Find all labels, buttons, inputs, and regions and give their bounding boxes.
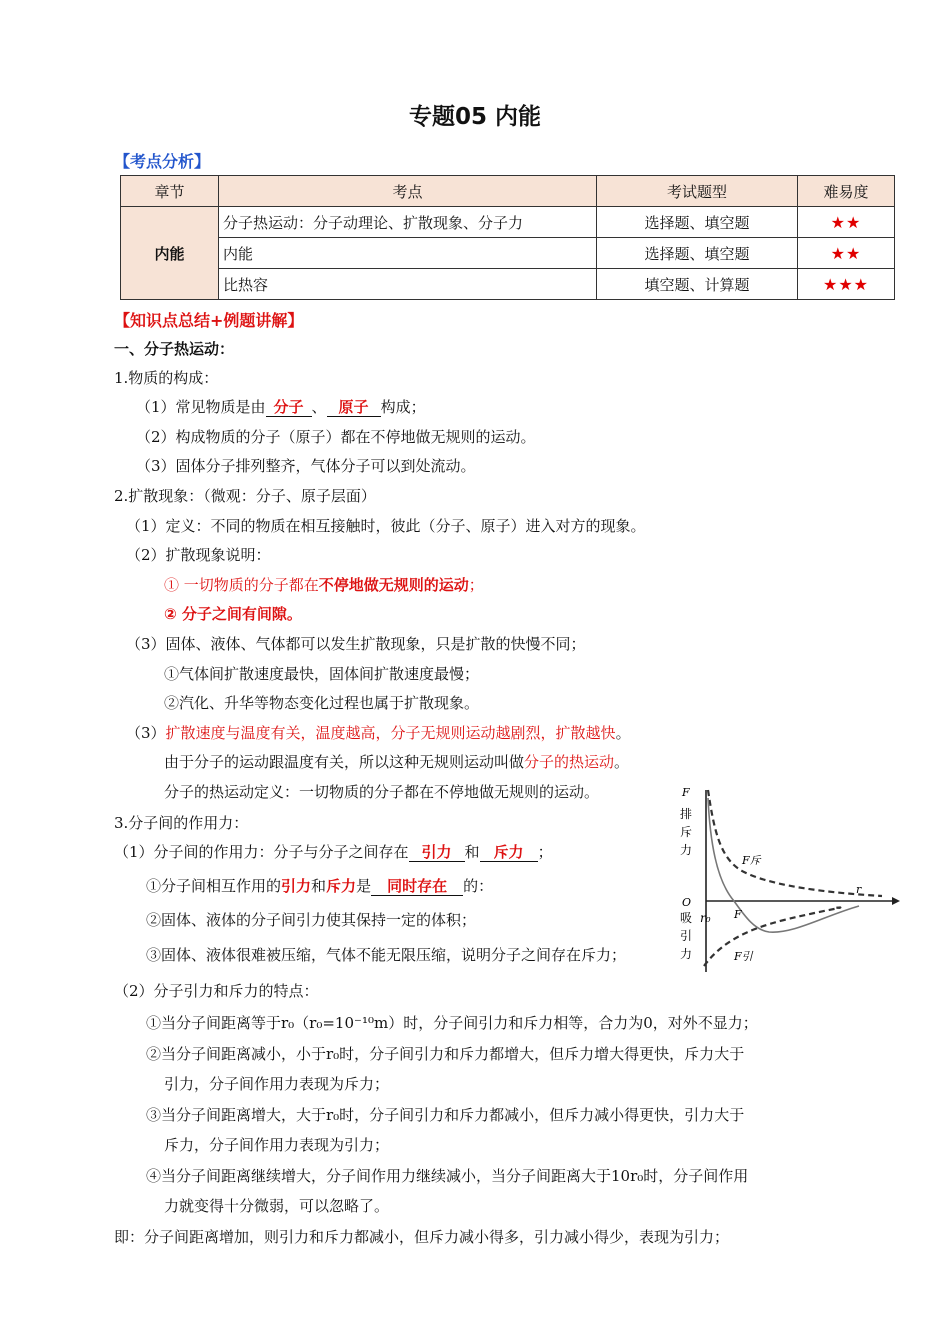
label-r0: r₀ [700, 911, 711, 925]
s3-line-5: （2）分子引力和斥力的特点： [114, 982, 319, 1000]
s3-point-2a: ②当分子间距离减小，小于r₀时，分子间引力和斥力都增大，但斥力增大得更快，斥力大于 [146, 1045, 745, 1063]
s2-line-2: （2）扩散现象说明： [126, 546, 271, 564]
answer-blank: 分子 [266, 398, 312, 417]
text: ； [537, 843, 553, 861]
label-r: r [856, 883, 862, 896]
heading-molecular-motion: 一、分子热运动： [114, 340, 235, 358]
emphasis: 引力 [281, 877, 312, 895]
s3-point-1: ①当分子间距离等于r₀（r₀=10⁻¹⁰m）时，分子间引力和斥力相等，合力为0，对外不显力； [146, 1014, 758, 1032]
text: 是 [356, 877, 372, 895]
s2-line-8 [126, 723, 631, 743]
answer-blank: 引力 [409, 843, 465, 862]
label-attract-2: 引 [680, 929, 693, 943]
s2-line-10: 分子的热运动定义：一切物质的分子都在不停地做无规则的运动。 [164, 783, 600, 801]
table-row [121, 238, 895, 269]
difficulty-stars: ★★ [798, 238, 895, 269]
molecular-force-diagram [674, 780, 904, 980]
s2-line-5: （3）固体、液体、气体都可以发生扩散现象，只是扩散的快慢不同； [126, 635, 586, 653]
page-title: 专题05 内能 [408, 104, 541, 130]
s2-line-3 [164, 575, 484, 595]
s3-title: 3.分子间的作用力： [114, 814, 249, 832]
label-repel-2: 斥 [680, 825, 693, 839]
text: （3） [126, 724, 166, 742]
s3-point-4b: 力就变得十分微弱，可以忽略了。 [164, 1197, 390, 1215]
point-cell: 分子热运动：分子动理论、扩散现象、分子力 [219, 207, 597, 238]
type-cell: 选择题、填空题 [597, 238, 798, 269]
label-attract-1: 吸 [680, 911, 693, 925]
type-cell: 填空题、计算题 [597, 269, 798, 300]
r-axis-arrow [892, 897, 900, 905]
type-cell: 选择题、填空题 [597, 207, 798, 238]
header-point: 考点 [219, 176, 597, 207]
attractive-force-curve [704, 908, 840, 967]
s1-line-2: （2）构成物质的分子（原子）都在不停地做无规则的运动。 [136, 428, 536, 446]
text: （1）分子间的作用力：分子与分子之间存在 [114, 843, 409, 861]
header-chapter: 章节 [121, 176, 219, 207]
answer-blank: 原子 [327, 398, 381, 417]
text: 构成； [380, 398, 426, 416]
text: 和 [464, 843, 480, 861]
text: 、 [311, 398, 327, 416]
exam-points-table [120, 175, 895, 300]
point-cell: 比热容 [219, 269, 597, 300]
emphasis: 不停地做无规则的运动 [318, 576, 469, 594]
s3-line-3: ②固体、液体的分子间引力使其保持一定的体积； [146, 911, 477, 929]
emphasis: 扩散速度与温度有关，温度越高，分子无规则运动越剧烈，扩散越快 [165, 724, 616, 742]
text: ； [468, 576, 484, 594]
label-f-attract: F引 [734, 950, 753, 963]
s2-line-1: （1）定义：不同的物质在相互接触时，彼此（分子、原子）进入对方的现象。 [126, 517, 646, 535]
s2-line-7: ②汽化、升华等物态变化过程也属于扩散现象。 [164, 694, 480, 712]
answer-blank: 斥力 [480, 843, 538, 862]
label-origin: O [682, 896, 692, 909]
label-repel-3: 力 [680, 843, 693, 857]
repulsive-force-curve [708, 790, 882, 896]
s3-line-2 [146, 876, 493, 896]
difficulty-stars: ★★ [798, 207, 895, 238]
s1-line-1 [136, 397, 426, 417]
s2-line-4: ② 分子之间有间隙。 [164, 605, 302, 623]
s2-line-9 [164, 752, 629, 772]
s3-line-4: ③固体、液体很难被压缩，气体不能无限压缩，说明分子之间存在斥力； [146, 946, 627, 964]
section-analysis-heading: 【考点分析】 [114, 152, 211, 171]
difficulty-stars: ★★★ [798, 269, 895, 300]
text: 的： [463, 877, 494, 895]
text: ① 一切物质的分子都在 [164, 576, 319, 594]
s2-title: 2.扩散现象：（微观：分子、原子层面） [114, 487, 376, 505]
s2-line-6: ①气体间扩散速度最快，固体间扩散速度最慢； [164, 665, 480, 683]
s3-line-1 [114, 842, 553, 862]
label-f: F [682, 786, 690, 799]
emphasis: 分子的热运动 [524, 753, 615, 771]
s3-point-3b: 斥力，分子间作用力表现为引力； [164, 1136, 390, 1154]
table-row [121, 269, 895, 300]
point-cell: 内能 [219, 238, 597, 269]
text: 和 [311, 877, 327, 895]
table-row [121, 207, 895, 238]
label-f-net: F [734, 908, 742, 921]
s3-point-2b: 引力，分子间作用力表现为斥力； [164, 1075, 390, 1093]
label-repel-1: 排 [680, 807, 693, 821]
table-header-row [121, 176, 895, 207]
label-f-repel: F斥 [742, 854, 761, 867]
s3-point-3a: ③当分子间距离增大，大于r₀时，分子间引力和斥力都减小，但斥力减小得更快，引力大于 [146, 1106, 745, 1124]
s3-point-4a: ④当分子间距离继续增大，分子间作用力继续减小，当分子间距离大于10r₀时，分子间作用 [146, 1167, 749, 1185]
emphasis: 斥力 [326, 877, 357, 895]
label-attract-3: 力 [680, 947, 693, 961]
header-type: 考试题型 [597, 176, 798, 207]
text: 。 [614, 753, 630, 771]
net-force-curve [708, 798, 859, 932]
text: 由于分子的运动跟温度有关，所以这种无规则运动叫做 [164, 753, 525, 771]
text: （1）常见物质是由 [136, 398, 266, 416]
text: ①分子间相互作用的 [146, 877, 282, 895]
chapter-cell: 内能 [121, 207, 219, 300]
s1-title: 1.物质的构成： [114, 369, 219, 387]
s3-summary: 即：分子间距离增加，则引力和斥力都减小，但斥力减小得多，引力减小得少，表现为引力； [114, 1228, 730, 1246]
section-summary-heading: 【知识点总结+例题讲解】 [114, 311, 304, 330]
text: 。 [615, 724, 631, 742]
answer-blank: 同时存在 [371, 877, 463, 896]
header-difficulty: 难易度 [798, 176, 895, 207]
s1-line-3: （3）固体分子排列整齐，气体分子可以到处流动。 [136, 457, 476, 475]
